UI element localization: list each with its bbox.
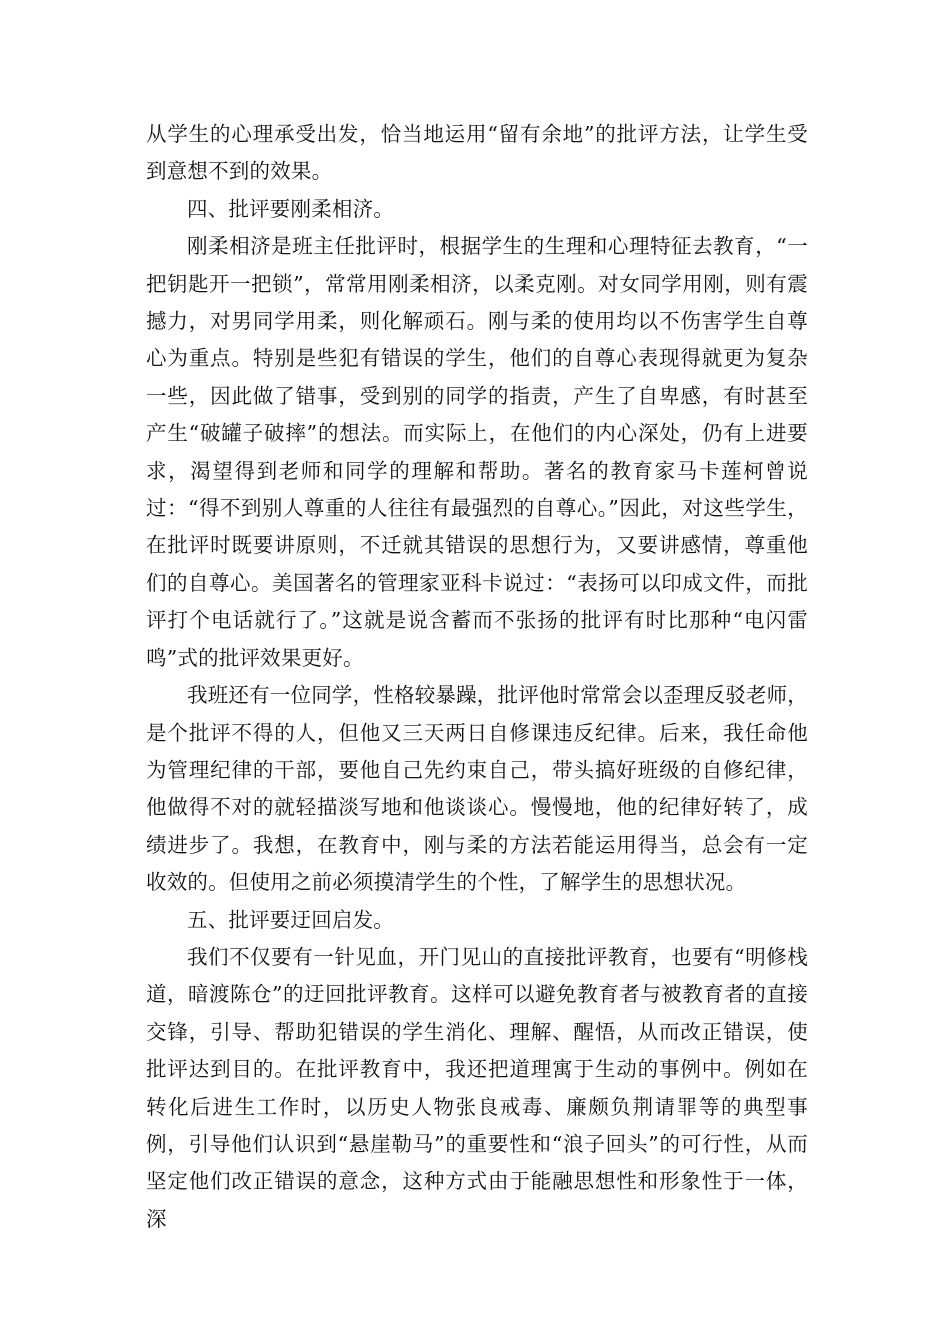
paragraph-class-example: 我班还有一位同学，性格较暴躁，批评他时常常会以歪理反驳老师，是个批评不得的人，但他又三天两日自修课违反纪律。后来，我任命他为管理纪律的干部，要他自己先约束自己，带头搞好班级的自修纪律，他做得不对的就轻描淡写地和他谈谈心。慢慢地，他的纪律好转了，成绩进步了。我想，在教育中，刚与柔的方法若能运用得当，总会有一定收效的。但使用之前必须摸清学生的个性，了解学生的思想状况。 bbox=[146, 683, 808, 895]
paragraph-gang-rou: 刚柔相济是班主任批评时，根据学生的生理和心理特征去教育，“一把钥匙开一把锁”，常常用刚柔相济，以柔克刚。对女同学用刚，则有震撼力，对男同学用柔，则化解顽石。刚与柔的使用均以不伤害学生自尊心为重点。特别是些犯有错误的学生，他们的自尊心表现得就更为复杂一些，因此做了错事，受到别的同学的指责，产生了自卑感，有时甚至产生“破罐子破摔”的想法。而实际上，在他们的内心深处，仍有上进要求，渴望得到老师和同学的理解和帮助。著名的教育家马卡莲柯曾说过：“得不到别人尊重的人往往有最强烈的自尊心。”因此，对这些学生，在批评时既要讲原则，不迁就其错误的思想行为，又要讲感情，尊重他们的自尊心。美国著名的管理家亚科卡说过：“表扬可以印成文件，而批评打个电话就行了。”这就是说含蓄而不张扬的批评有时比那种“电闪雷鸣”式的批评效果更好。 bbox=[146, 234, 808, 670]
section-heading-5: 五、批评要迂回启发。 bbox=[187, 907, 394, 932]
paragraph-continuation: 从学生的心理承受出发，恰当地运用“留有余地”的批评方法，让学生受到意想不到的效果。 bbox=[146, 122, 808, 184]
paragraph-indirect-criticism: 我们不仅要有一针见血，开门见山的直接批评教育，也要有“明修栈道，暗渡陈仓”的迂回批评教育。这样可以避免教育者与被教育者的直接交锋，引导、帮助犯错误的学生消化、理解、醒悟，从而改正错误，使批评达到目的。在批评教育中，我还把道理寓于生动的事例中。例如在转化后进生工作时，以历史人物张良戒毒、廉颇负荆请罪等的典型事例，引导他们认识到“悬崖勒马”的重要性和“浪子回头”的可行性，从而坚定他们改正错误的意念，这种方式由于能融思想性和形象性于一体，深 bbox=[146, 944, 808, 1231]
document-body bbox=[146, 116, 808, 1238]
section-heading-4: 四、批评要刚柔相济。 bbox=[187, 196, 394, 221]
